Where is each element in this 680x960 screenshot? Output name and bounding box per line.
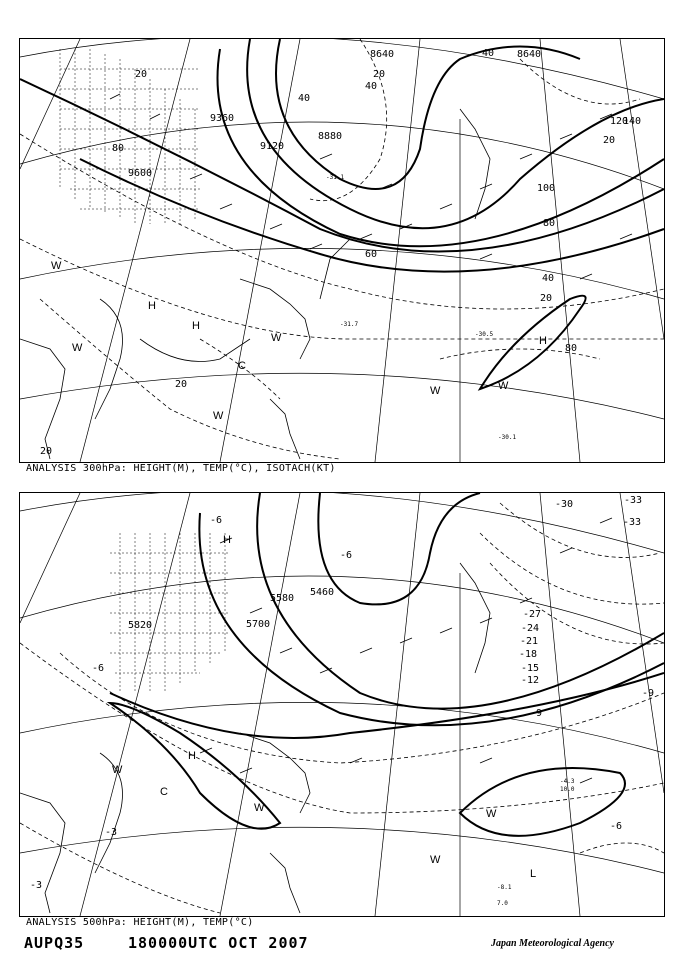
height-label: 9600 <box>128 168 153 179</box>
obs-value: -8.1 <box>497 884 512 891</box>
height-label: 9120 <box>260 141 285 152</box>
isotach-label: 80 <box>565 343 578 354</box>
height-contours <box>110 493 664 836</box>
temp-label: -6 <box>340 550 353 561</box>
hatched-area <box>110 533 230 693</box>
isotach-label: 20 <box>373 69 386 80</box>
valid-time: 180000UTC OCT 2007 <box>128 934 309 952</box>
temp-label: -6 <box>610 821 623 832</box>
analysis-300hpa-map <box>19 38 665 463</box>
temp-label: -3 <box>30 880 43 891</box>
isotach-label: 20 <box>603 135 616 146</box>
warm-center-marker: W <box>51 260 62 272</box>
high-center-marker: H <box>188 750 196 762</box>
warm-center-marker: W <box>213 410 224 422</box>
height-label: 8640 <box>517 49 542 60</box>
map-500hpa-graphics <box>20 493 664 916</box>
cold-center-marker: C <box>160 786 168 798</box>
isotach-label: 40 <box>365 81 378 92</box>
height-label: 5820 <box>128 620 153 631</box>
temp-label: -33 <box>624 495 643 506</box>
station-plots <box>200 518 612 783</box>
warm-center-marker: W <box>271 332 282 344</box>
coastline <box>20 109 490 459</box>
isotach-label: 100 <box>537 183 556 194</box>
isotach-label: 40 <box>542 273 555 284</box>
temp-label: -27 <box>523 609 542 620</box>
warm-center-marker: W <box>72 342 83 354</box>
isotach-label: 40 <box>482 48 495 59</box>
temp-label: -9 <box>642 688 655 699</box>
analysis-500hpa-map <box>19 492 665 917</box>
isotach-label: 60 <box>365 249 378 260</box>
isotach-label: 20 <box>135 69 148 80</box>
height-label: 9360 <box>210 113 235 124</box>
map-300hpa-graphics <box>20 39 664 462</box>
temp-label: -9 <box>530 708 543 719</box>
low-center-marker: L <box>530 868 537 880</box>
isotach-label: 140 <box>623 116 642 127</box>
height-label: 8880 <box>318 131 343 142</box>
temp-label: -21 <box>520 636 539 647</box>
warm-center-marker: W <box>498 380 509 392</box>
hatched-area <box>60 49 200 224</box>
isotach-label: 80 <box>112 143 125 154</box>
high-center-marker: H <box>223 534 231 546</box>
temp-label: -30 <box>555 499 574 510</box>
high-center-marker: H <box>148 300 156 312</box>
isotach-label: 80 <box>543 218 556 229</box>
agency-credit: Japan Meteorological Agency <box>491 938 614 949</box>
caption-500hpa: ANALYSIS 500hPa: HEIGHT(M), TEMP(°C) <box>26 917 254 928</box>
warm-center-marker: W <box>254 802 265 814</box>
isotach-label: 20 <box>175 379 188 390</box>
obs-value: -4.3 <box>560 778 575 785</box>
height-label: 5460 <box>310 587 335 598</box>
temp-label: -33 <box>623 517 642 528</box>
temp-label: -6 <box>210 515 223 526</box>
graticule <box>20 39 664 462</box>
obs-value: -31.7 <box>340 321 359 328</box>
temp-label: -24 <box>521 623 540 634</box>
product-id: AUPQ35 <box>24 934 85 952</box>
warm-center-marker: W <box>430 385 441 397</box>
height-label: 8640 <box>370 49 395 60</box>
obs-value: -30.5 <box>475 331 494 338</box>
high-center-marker: H <box>192 320 200 332</box>
coastline <box>20 563 490 913</box>
obs-value: -31.1 <box>326 174 345 181</box>
obs-value: -30.1 <box>498 434 517 441</box>
caption-300hpa: ANALYSIS 300hPa: HEIGHT(M), TEMP(°C), ISOTACH(KT) <box>26 463 336 474</box>
obs-value: 10.0 <box>560 786 575 793</box>
high-center-marker: H <box>539 335 547 347</box>
height-label: 5700 <box>246 619 271 630</box>
temp-label: -3 <box>105 827 118 838</box>
height-contours <box>20 39 664 389</box>
isotach-label: 120 <box>610 116 629 127</box>
temp-label: -12 <box>521 675 540 686</box>
warm-center-marker: W <box>486 808 497 820</box>
temp-label: -15 <box>521 663 540 674</box>
isotach-label: 20 <box>540 293 553 304</box>
isotach-label: 20 <box>40 446 53 457</box>
obs-value: 7.0 <box>497 900 508 907</box>
temp-label: -18 <box>519 649 538 660</box>
height-label: 5580 <box>270 593 295 604</box>
warm-center-marker: W <box>112 764 123 776</box>
warm-center-marker: W <box>430 854 441 866</box>
cold-center-marker: C <box>238 360 246 372</box>
isotach-label: 40 <box>298 93 311 104</box>
temp-label: -6 <box>92 663 105 674</box>
